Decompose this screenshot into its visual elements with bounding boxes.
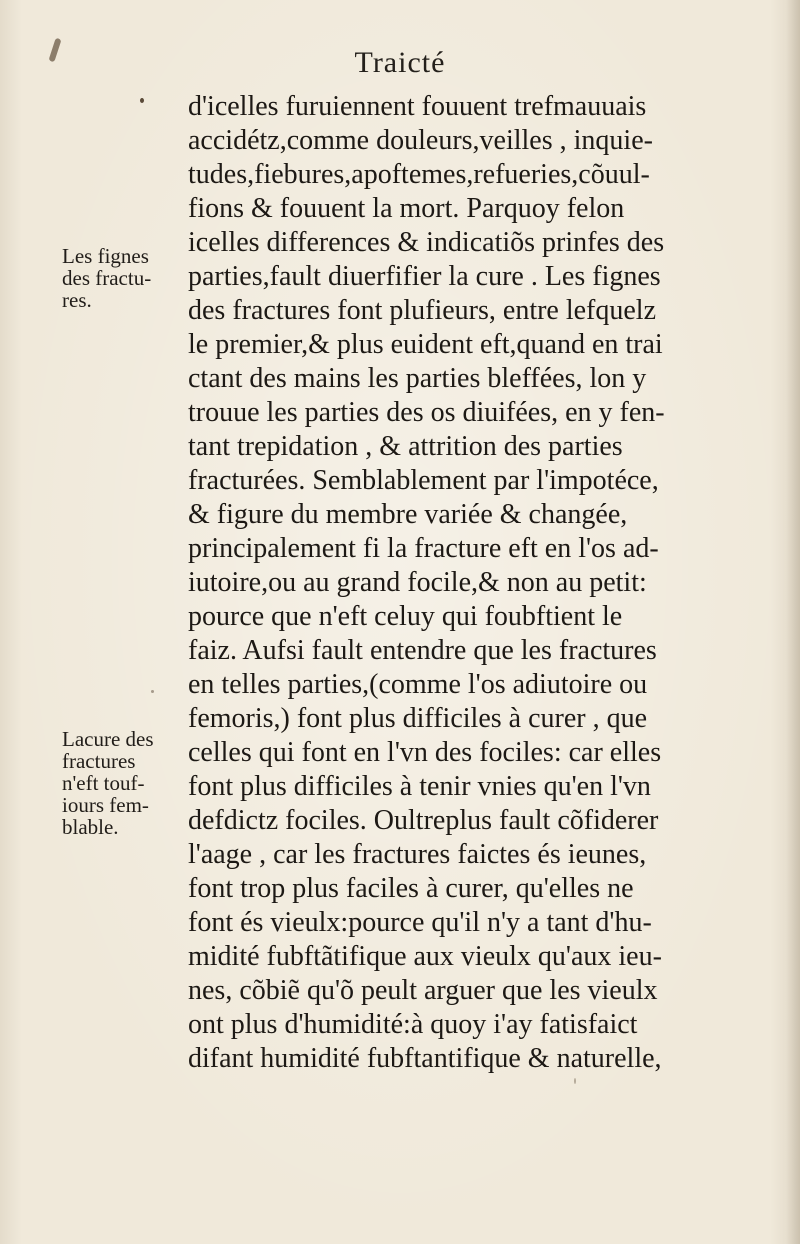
text-line: fracturées. Semblablement par l'impotéce, — [188, 465, 659, 496]
text-line: trouue les parties des os diuifées, en y fen- — [188, 397, 665, 428]
text-line: midité fubftãtifique aux vieulx qu'aux ieu- — [188, 941, 662, 972]
paper-speck — [151, 690, 154, 693]
text-line: difant humidité fubftantifique & naturelle, — [188, 1043, 662, 1074]
text-line: tant trepidation , & attrition des parties — [188, 431, 623, 462]
margin-note-line: Lacure des — [62, 727, 154, 751]
page-edge-shadow — [786, 0, 800, 1244]
margin-note-cure-not-same — [62, 728, 187, 838]
running-title: Traicté — [354, 46, 446, 79]
text-line: font trop plus faciles à curer, qu'elles ne — [188, 873, 634, 904]
text-line: faiz. Aufsi fault entendre que les fractures — [188, 635, 657, 666]
text-line: ont plus d'humidité:à quoy i'ay fatisfaict — [188, 1009, 638, 1040]
margin-note-line: blable. — [62, 815, 119, 839]
body-text — [188, 90, 728, 1076]
text-line: des fractures font plufieurs, entre lefquelz — [188, 295, 657, 326]
text-line: d'icelles furuiennent fouuent trefmauuais — [188, 91, 647, 122]
text-line: l'aage , car les fractures faictes és ieunes, — [188, 839, 647, 870]
text-line: fions & fouuent la mort. Parquoy felon — [188, 193, 625, 224]
text-line: defdictz fociles. Oultreplus fault cõfiderer — [188, 805, 659, 836]
text-line: font plus difficiles à tenir vnies qu'en l'vn — [188, 771, 651, 802]
margin-note-signs-of-fractures — [62, 245, 187, 311]
text-line: femoris,) font plus difficiles à curer , que — [188, 703, 648, 734]
text-line: nes, cõbiẽ qu'õ peult arguer que les vieulx — [188, 975, 658, 1006]
paper-speck — [574, 1078, 576, 1084]
text-line: ctant des mains les parties bleffées, lon y — [188, 363, 647, 394]
text-line: accidétz,comme douleurs,veilles , inquie- — [188, 125, 653, 156]
text-line: tudes,fiebures,apoftemes,refueries,cõuul- — [188, 159, 650, 190]
text-line: en telles parties,(comme l'os adiutoire ou — [188, 669, 648, 700]
text-line: pource que n'eft celuy qui foubftient le — [188, 601, 623, 632]
margin-note-line: n'eft touf- — [62, 771, 145, 795]
text-line: & figure du membre variée & changée, — [188, 499, 628, 530]
paper-speck — [140, 98, 144, 103]
margin-note-line: fractures — [62, 749, 136, 773]
margin-note-line: iours fem- — [62, 793, 149, 817]
text-line: iutoire,ou au grand focile,& non au petit: — [188, 567, 647, 598]
margin-note-line: Les fignes — [62, 244, 149, 268]
text-line: parties,fault diuerfifier la cure . Les fignes — [188, 261, 661, 292]
margin-note-line: des fractu- — [62, 266, 152, 290]
text-line: font és vieulx:pource qu'il n'y a tant d'hu- — [188, 907, 652, 938]
text-line: icelles differences & indicatiõs prinfes des — [188, 227, 665, 258]
text-line: celles qui font en l'vn des fociles: car elles — [188, 737, 662, 768]
margin-note-line: res. — [62, 288, 92, 312]
text-line: principalement fi la fracture eft en l'os ad- — [188, 533, 659, 564]
text-line: le premier,& plus euident eft,quand en trai — [188, 329, 663, 360]
